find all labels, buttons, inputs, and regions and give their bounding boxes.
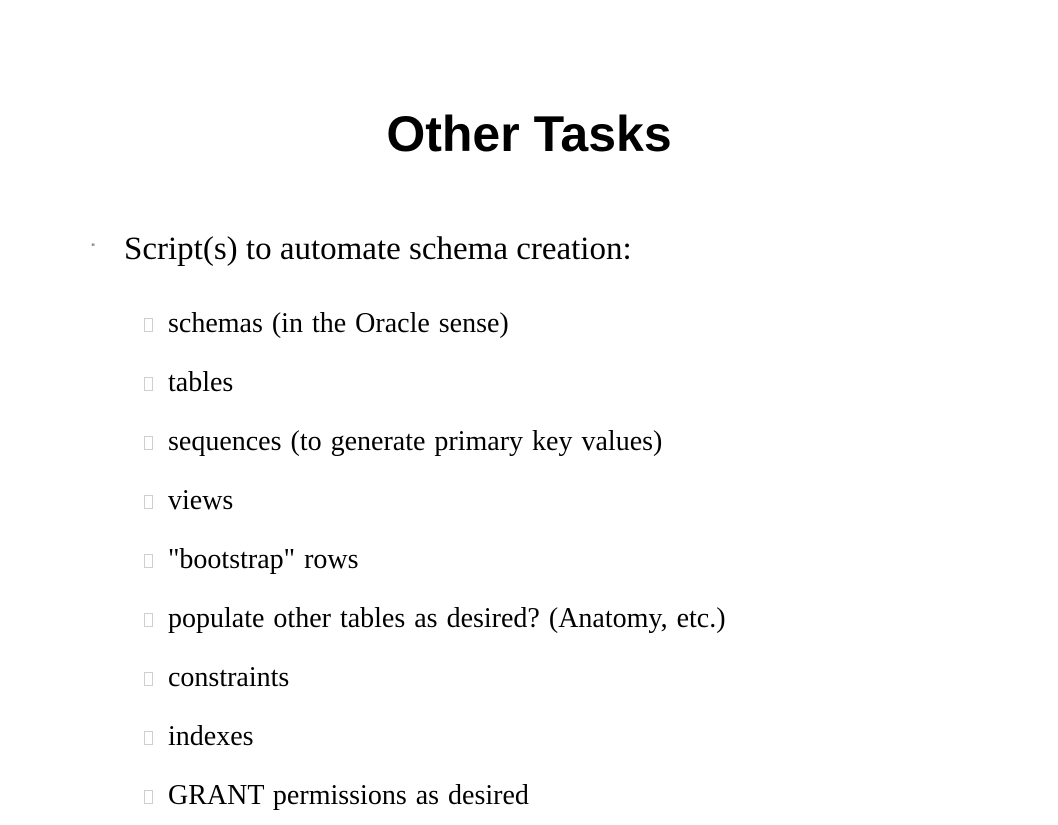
list-item-text: indexes bbox=[168, 720, 254, 752]
list-item bbox=[144, 530, 726, 589]
list-item bbox=[144, 471, 726, 530]
list-item-text: tables bbox=[168, 366, 234, 398]
main-bullet-text: Script(s) to automate schema creation: bbox=[124, 230, 632, 267]
list-item-text: populate other tables as desired? (Anatomy, etc.) bbox=[168, 602, 726, 634]
list-item-text: "bootstrap" rows bbox=[168, 543, 359, 575]
list-item-text: GRANT permissions as desired bbox=[168, 779, 529, 811]
sub-bullet-marker-icon bbox=[144, 436, 153, 450]
bullet-marker: " bbox=[91, 243, 96, 253]
sub-bullet-marker-icon bbox=[144, 377, 153, 391]
list-item-text: constraints bbox=[168, 661, 290, 693]
list-item-text: views bbox=[168, 484, 234, 516]
list-item bbox=[144, 412, 726, 471]
sub-bullet-marker-icon bbox=[144, 790, 153, 804]
list-item bbox=[144, 648, 726, 707]
list-item bbox=[144, 766, 726, 825]
sub-bullet-marker-icon bbox=[144, 731, 153, 745]
sub-bullet-marker-icon bbox=[144, 554, 153, 568]
slide-title: Other Tasks bbox=[386, 106, 672, 162]
list-item bbox=[144, 707, 726, 766]
sub-bullet-marker-icon bbox=[144, 672, 153, 686]
main-bullet bbox=[91, 229, 632, 269]
list-item bbox=[144, 589, 726, 648]
list-item-text: sequences (to generate primary key values) bbox=[168, 425, 663, 457]
sub-bullet-marker-icon bbox=[144, 318, 153, 332]
list-item bbox=[144, 294, 726, 353]
sub-bullet-list bbox=[144, 294, 726, 825]
sub-bullet-marker-icon bbox=[144, 613, 153, 627]
sub-bullet-marker-icon bbox=[144, 495, 153, 509]
list-item bbox=[144, 353, 726, 412]
list-item-text: schemas (in the Oracle sense) bbox=[168, 307, 509, 339]
